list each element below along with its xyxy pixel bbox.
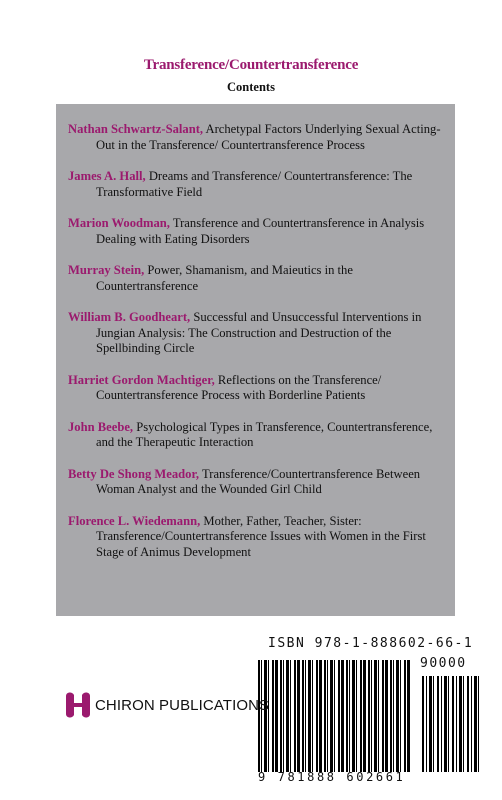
contents-entry xyxy=(68,263,448,294)
publisher-name: CHIRON PUBLICATIONS xyxy=(95,696,270,714)
contents-entry xyxy=(68,373,448,404)
publisher-imprint xyxy=(62,690,269,720)
entry-title: Mother, Father, Teacher, Sister: Transference/Countertransference Issues with Women in the First Stage of Animus Development xyxy=(96,513,426,559)
entry-title: Archetypal Factors Underlying Sexual Acting-Out in the Transference/ Countertransference Process xyxy=(96,122,441,152)
entry-author: Marion Woodman, xyxy=(68,216,170,230)
entry-author: Murray Stein, xyxy=(68,263,145,277)
contents-entry xyxy=(68,122,448,153)
contents-entry xyxy=(68,310,448,357)
book-title: Transference/Countertransference xyxy=(143,57,359,73)
isbn-barcode xyxy=(256,632,490,786)
contents-entry xyxy=(68,169,448,200)
entry-title: Transference/Countertransference Between Woman Analyst and the Wounded Girl Child xyxy=(96,466,421,496)
entry-title: Successful and Unsuccessful Interventions in Jungian Analysis: The Construction and Destruction of the Spellbinding Circle xyxy=(96,310,422,355)
entry-author: James A. Hall, xyxy=(68,169,146,183)
entry-author: Nathan Schwartz-Salant, xyxy=(68,122,204,136)
entry-title: Psychological Types in Transference, Countertransference, and the Therapeutic Interaction xyxy=(96,419,433,449)
entry-author: William B. Goodheart, xyxy=(68,310,191,324)
contents-entry xyxy=(68,420,448,451)
contents-entry xyxy=(68,514,448,561)
isbn-text: ISBN 978-1-888602-66-1 xyxy=(268,636,474,651)
entry-title: Dreams and Transference/ Countertransference: The Transformative Field xyxy=(96,169,413,199)
entry-author: Harriet Gordon Machtiger, xyxy=(68,372,215,387)
chiron-logo-icon xyxy=(62,690,92,720)
barcode-number: 9 781888 602661 xyxy=(258,770,406,784)
entry-title: Power, Shamanism, and Maieutics in the Countertransference xyxy=(96,263,353,293)
barcode-addon-bars xyxy=(422,676,482,772)
entry-author: John Beebe, xyxy=(68,419,134,434)
contents-list xyxy=(68,122,448,560)
entry-author: Florence L. Wiedemann, xyxy=(68,513,201,528)
contents-heading: Contents xyxy=(227,80,275,94)
contents-entry xyxy=(68,467,448,498)
entry-author: Betty De Shong Meador, xyxy=(68,466,200,481)
contents-entry xyxy=(68,216,448,247)
barcode-bars xyxy=(258,660,410,772)
entry-title: Transference and Countertransference in Analysis Dealing with Eating Disorders xyxy=(96,216,425,246)
entry-title: Reflections on the Transference/ Countertransference Process with Borderline Patients xyxy=(96,372,382,402)
price-code: 90000 xyxy=(420,656,467,671)
